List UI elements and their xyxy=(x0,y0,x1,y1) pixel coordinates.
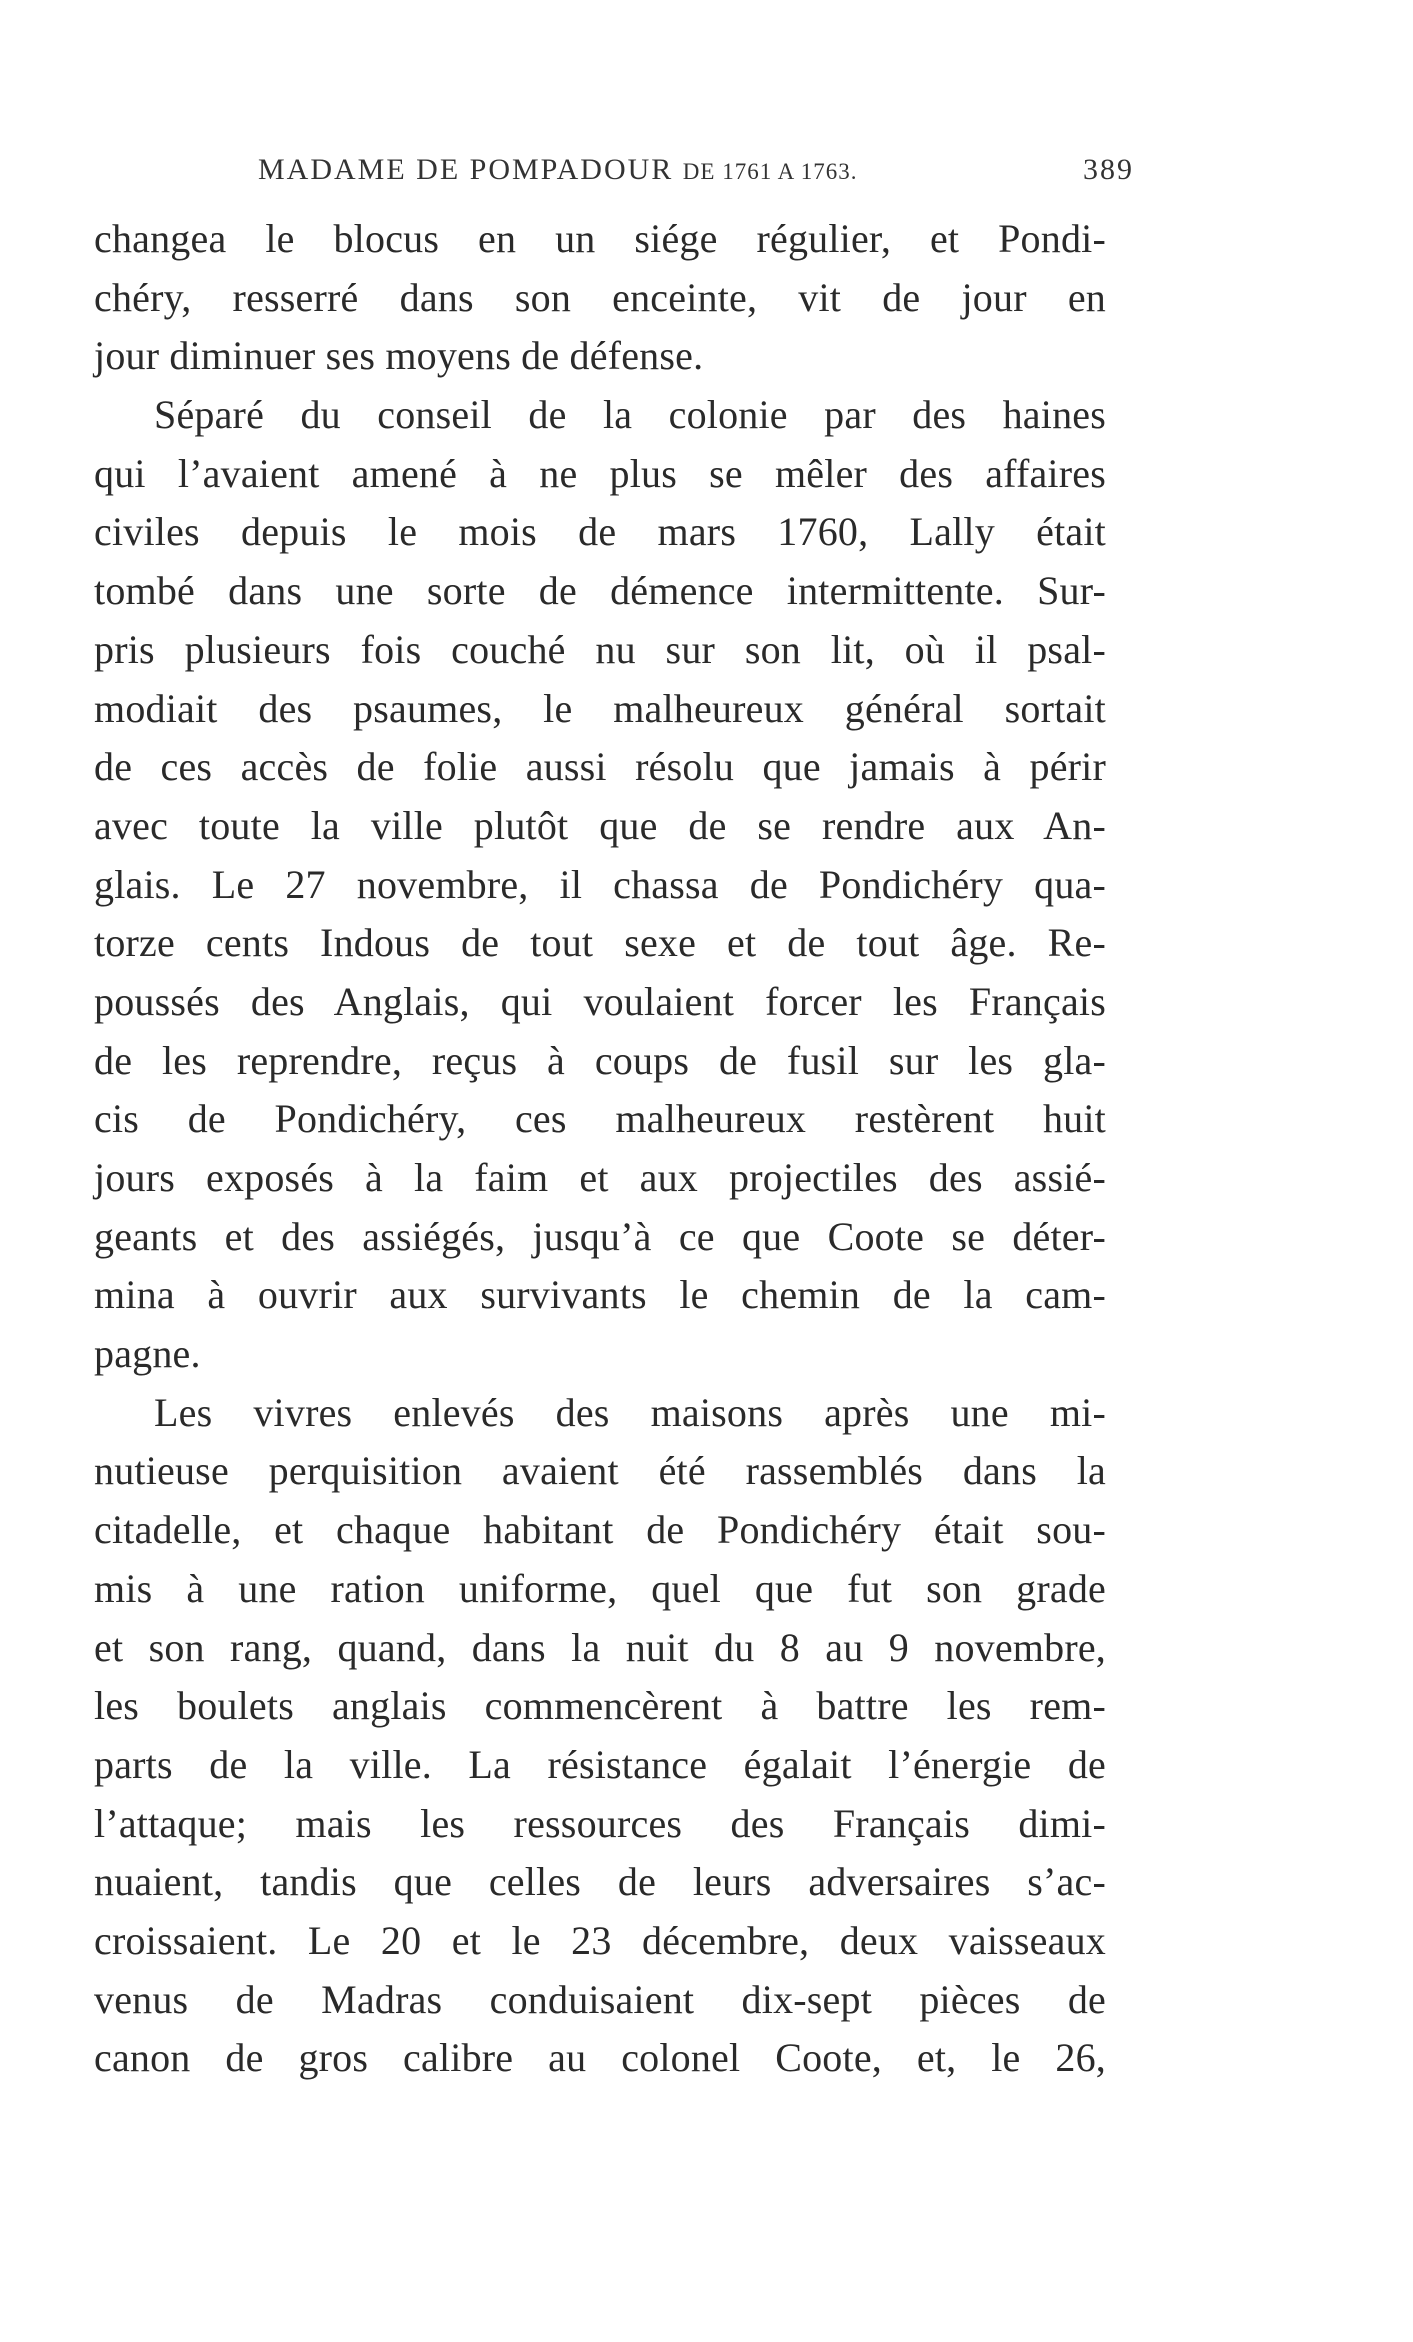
text-line: jour diminuer ses moyens de défense. xyxy=(94,333,704,379)
text-line: de les reprendre, reçus à coups de fusil sur les gla- xyxy=(94,1037,1106,1083)
running-title-main: MADAME DE POMPADOUR xyxy=(258,153,674,186)
text-line: parts de la ville. La résistance égalait l’énergie de xyxy=(94,1741,1106,1787)
text-line: poussés des Anglais, qui voulaient forcer les Français xyxy=(94,978,1106,1024)
running-title-dates: DE 1761 A 1763. xyxy=(682,159,858,184)
text-line: chéry, resserré dans son enceinte, vit de jour en xyxy=(94,274,1106,320)
text-line: tombé dans une sorte de démence intermittente. Sur- xyxy=(94,568,1106,614)
text-line: jours exposés à la faim et aux projectiles des assié- xyxy=(94,1155,1106,1200)
text-line: croissaient. Le 20 et le 23 décembre, deux vaisseaux xyxy=(94,1917,1106,1963)
text-line: Séparé du conseil de la colonie par des haines xyxy=(154,392,1106,438)
text-line: pris plusieurs fois couché nu sur son lit, où il psal- xyxy=(94,626,1106,672)
text-line: mis à une ration uniforme, quel que fut son grade xyxy=(94,1565,1106,1611)
text-line: geants et des assiégés, jusqu’à ce que Coote se déter- xyxy=(94,1213,1106,1259)
text-line: les boulets anglais commencèrent à battre les rem- xyxy=(94,1683,1106,1729)
text-line: cis de Pondichéry, ces malheureux restèrent huit xyxy=(94,1096,1106,1142)
text-line: changea le blocus en un siége régulier, et Pondi- xyxy=(94,216,1106,261)
text-line: nuaient, tandis que celles de leurs adversaires s’ac- xyxy=(94,1859,1106,1905)
text-line: et son rang, quand, dans la nuit du 8 au 9 novembre, xyxy=(94,1624,1106,1670)
text-line: canon de gros calibre au colonel Coote, et, le 26, xyxy=(94,2035,1106,2081)
text-line: avec toute la ville plutôt que de se rendre aux An- xyxy=(94,802,1106,848)
text-line: glais. Le 27 novembre, il chassa de Pondichéry qua- xyxy=(94,861,1106,907)
text-line: mina à ouvrir aux survivants le chemin de la cam- xyxy=(94,1272,1106,1318)
text-line: Les vivres enlevés des maisons après une mi- xyxy=(154,1389,1106,1435)
running-title xyxy=(258,150,858,192)
text-line: pagne. xyxy=(94,1331,201,1377)
text-line: citadelle, et chaque habitant de Pondichéry était sou- xyxy=(94,1507,1106,1553)
text-line: civiles depuis le mois de mars 1760, Lally était xyxy=(94,509,1106,555)
text-line: modiait des psaumes, le malheureux général sortait xyxy=(94,685,1106,731)
running-header xyxy=(258,150,1134,190)
body-text xyxy=(94,210,1106,2088)
page-number: 389 xyxy=(1083,153,1134,186)
text-line: nutieuse perquisition avaient été rassemblés dans la xyxy=(94,1448,1106,1494)
text-line: torze cents Indous de tout sexe et de tout âge. Re- xyxy=(94,920,1106,966)
text-line: qui l’avaient amené à ne plus se mêler des affaires xyxy=(94,450,1106,496)
text-line: l’attaque; mais les ressources des Français dimi- xyxy=(94,1800,1106,1846)
text-line: de ces accès de folie aussi résolu que jamais à périr xyxy=(94,744,1106,790)
text-line: venus de Madras conduisaient dix-sept pièces de xyxy=(94,1976,1106,2022)
